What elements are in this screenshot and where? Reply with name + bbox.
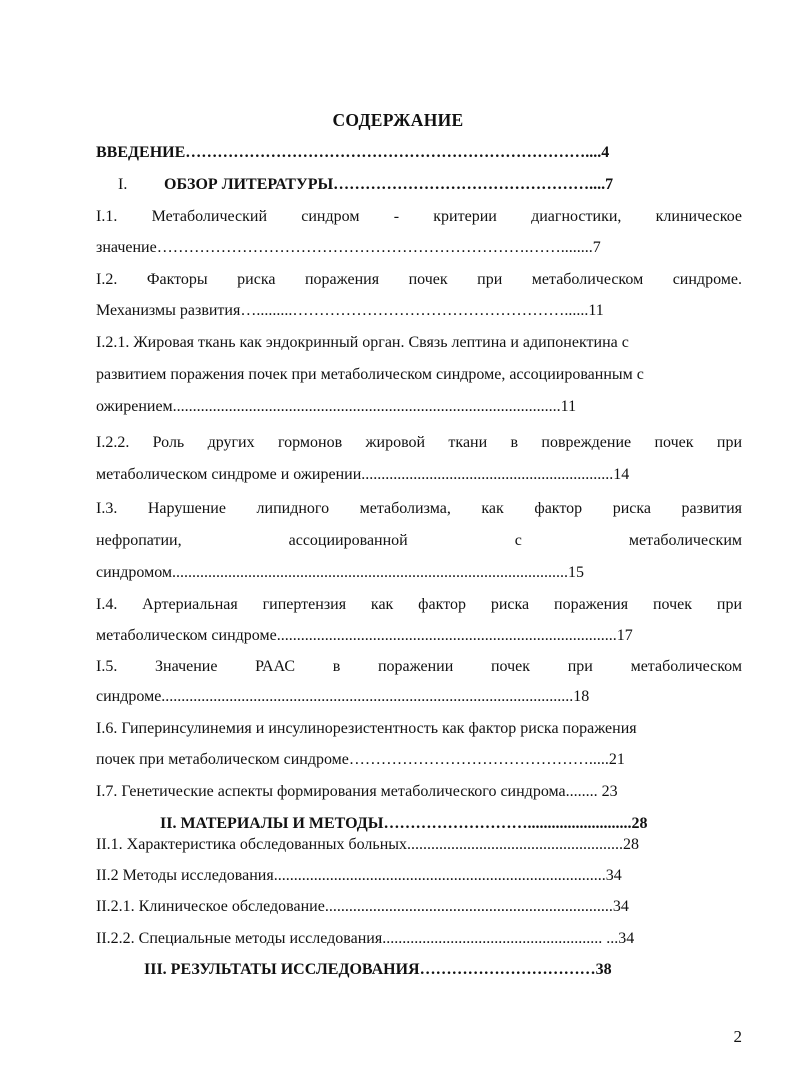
toc-entry-1-2-line1: I.2. Факторы риска поражения почек при метаболическом синдроме. bbox=[96, 271, 742, 288]
toc-entry-1-2-2-line2: метаболическом синдроме и ожирении...............................................................14 bbox=[96, 466, 630, 483]
toc-entry-1-2-2-line1: I.2.2. Роль других гормонов жировой ткани в повреждение почек при bbox=[96, 434, 742, 451]
toc-entry-2-2-1: II.2.1. Клиническое обследование........................................................................34 bbox=[96, 898, 629, 915]
toc-entry-intro: ВВЕДЕНИЕ…………………………………………………………………....4 bbox=[96, 144, 610, 161]
toc-entry-1-6-line2: почек при метаболическом синдроме……………………………………….....21 bbox=[96, 751, 625, 768]
toc-entry-1-5-line1: I.5. Значение РААС в поражении почек при метаболическом bbox=[96, 658, 742, 675]
toc-entry-1-6-line1: I.6. Гиперинсулинемия и инсулинорезистентность как фактор риска поражения bbox=[96, 720, 637, 737]
toc-entry-1-5-line2: синдроме.......................................................................................................18 bbox=[96, 688, 590, 705]
toc-entry-1-1-line2: значение…………………………………………………………….……........7 bbox=[96, 239, 601, 256]
toc-entry-1-4-line2: метаболическом синдроме.....................................................................................17 bbox=[96, 627, 633, 644]
toc-entry-1-2-1-line2: развитием поражения почек при метаболическом синдроме, ассоциированным с bbox=[96, 366, 644, 383]
toc-entry-1-2-line2: Механизмы развития….........……………………………………………......11 bbox=[96, 302, 604, 319]
toc-entry-2-2: II.2 Методы исследования...................................................................................34 bbox=[96, 867, 622, 884]
toc-entry-2-1: II.1. Характеристика обследованных больных......................................................28 bbox=[96, 836, 640, 853]
toc-entry-2-2-2: II.2.2. Специальные методы исследования....................................................... ...34 bbox=[96, 930, 635, 947]
toc-entry-chapter-2: II. МАТЕРИАЛЫ И МЕТОДЫ………………………..........................28 bbox=[160, 815, 648, 832]
toc-entry-1-4-line1: I.4. Артериальная гипертензия как фактор риска поражения почек при bbox=[96, 596, 742, 613]
toc-entry-chapter-1: ОБЗОР ЛИТЕРАТУРЫ…………………………………………....7 bbox=[164, 176, 614, 193]
toc-entry-1-2-1-line1: I.2.1. Жировая ткань как эндокринный орган. Связь лептина и адипонектина с bbox=[96, 334, 629, 351]
toc-entry-1-7: I.7. Генетические аспекты формирования метаболического синдрома........ 23 bbox=[96, 783, 618, 800]
toc-entry-1-3-line2: нефропатии, ассоциированной с метаболическим bbox=[96, 532, 742, 549]
toc-entry-1-1-line1: I.1. Метаболический синдром - критерии диагностики, клиническое bbox=[96, 208, 742, 225]
page-number: 2 bbox=[733, 1027, 742, 1046]
toc-entry-1-3-line1: I.3. Нарушение липидного метаболизма, как фактор риска развития bbox=[96, 500, 742, 517]
toc-entry-1-3-line3: синдромом...................................................................................................15 bbox=[96, 564, 585, 581]
toc-chapter-number: I. bbox=[118, 176, 128, 193]
page-title: СОДЕРЖАНИЕ bbox=[332, 110, 464, 130]
toc-entry-chapter-3: III. РЕЗУЛЬТАТЫ ИССЛЕДОВАНИЯ……………………………38 bbox=[144, 961, 612, 978]
toc-entry-1-2-1-line3: ожирением.................................................................................................11 bbox=[96, 398, 577, 415]
